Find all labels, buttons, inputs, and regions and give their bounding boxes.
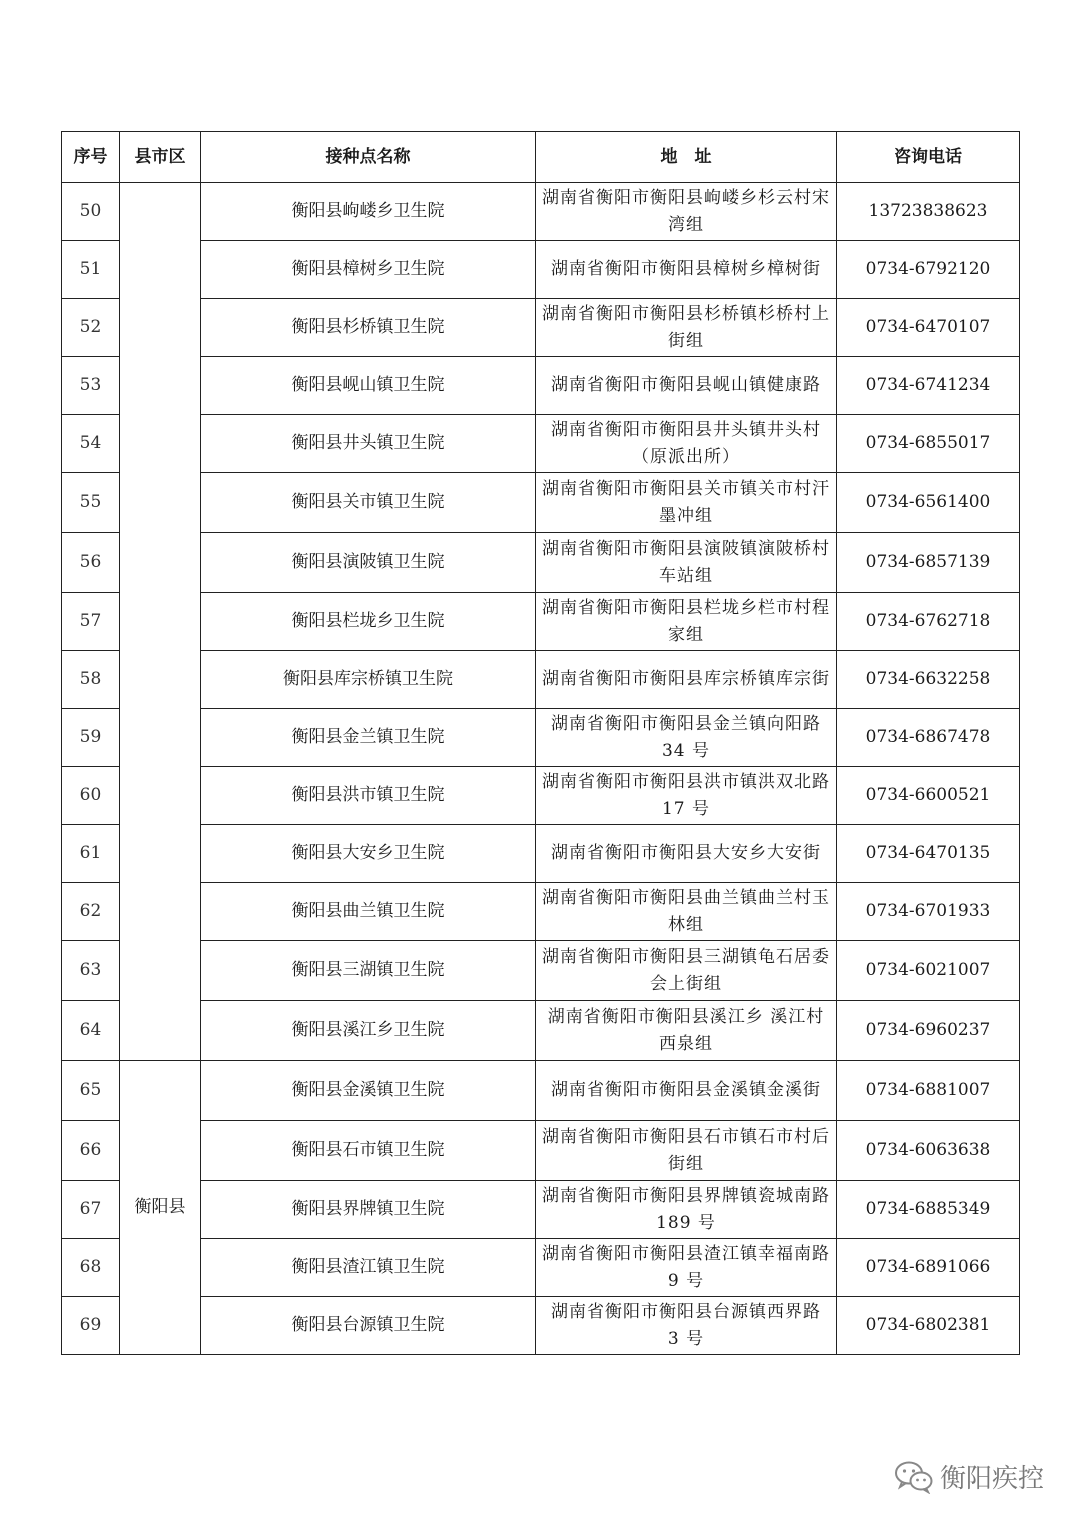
row-site-name: 衡阳县井头镇卫生院 bbox=[201, 415, 536, 473]
row-seq: 60 bbox=[62, 767, 120, 825]
row-site-name: 衡阳县演陂镇卫生院 bbox=[201, 533, 536, 593]
row-seq: 53 bbox=[62, 357, 120, 415]
row-site-name: 衡阳县金兰镇卫生院 bbox=[201, 709, 536, 767]
table-row bbox=[62, 473, 1020, 533]
row-phone: 0734-6855017 bbox=[837, 415, 1020, 473]
row-address: 湖南省衡阳市衡阳县石市镇石市村后街组 bbox=[536, 1121, 837, 1181]
table-row bbox=[62, 299, 1020, 357]
row-seq: 58 bbox=[62, 651, 120, 709]
table-row bbox=[62, 825, 1020, 883]
row-phone: 0734-6885349 bbox=[837, 1181, 1020, 1239]
row-phone: 0734-6600521 bbox=[837, 767, 1020, 825]
table-row bbox=[62, 415, 1020, 473]
row-site-name: 衡阳县界牌镇卫生院 bbox=[201, 1181, 536, 1239]
row-address: 湖南省衡阳市衡阳县大安乡大安街 bbox=[536, 825, 837, 883]
table-row bbox=[62, 883, 1020, 941]
table-row bbox=[62, 651, 1020, 709]
row-address: 湖南省衡阳市衡阳县渣江镇幸福南路 9 号 bbox=[536, 1239, 837, 1297]
row-address: 湖南省衡阳市衡阳县金兰镇向阳路 34 号 bbox=[536, 709, 837, 767]
row-seq: 52 bbox=[62, 299, 120, 357]
table-row bbox=[62, 241, 1020, 299]
table-row bbox=[62, 941, 1020, 1001]
row-address: 湖南省衡阳市衡阳县樟树乡樟树街 bbox=[536, 241, 837, 299]
row-seq: 57 bbox=[62, 593, 120, 651]
row-site-name: 衡阳县岘山镇卫生院 bbox=[201, 357, 536, 415]
row-phone: 0734-6470135 bbox=[837, 825, 1020, 883]
row-phone: 0734-6881007 bbox=[837, 1061, 1020, 1121]
row-phone: 0734-6470107 bbox=[837, 299, 1020, 357]
row-address: 湖南省衡阳市衡阳县溪江乡 溪江村西泉组 bbox=[536, 1001, 837, 1061]
row-phone: 0734-6561400 bbox=[837, 473, 1020, 533]
row-site-name: 衡阳县库宗桥镇卫生院 bbox=[201, 651, 536, 709]
row-seq: 51 bbox=[62, 241, 120, 299]
row-address: 湖南省衡阳市衡阳县岣嵝乡杉云村宋湾组 bbox=[536, 183, 837, 241]
row-seq: 61 bbox=[62, 825, 120, 883]
row-site-name: 衡阳县栏垅乡卫生院 bbox=[201, 593, 536, 651]
row-address: 湖南省衡阳市衡阳县三湖镇龟石居委会上街组 bbox=[536, 941, 837, 1001]
table-row bbox=[62, 1001, 1020, 1061]
row-phone: 0734-6063638 bbox=[837, 1121, 1020, 1181]
header-phone: 咨询电话 bbox=[837, 132, 1020, 183]
row-seq: 66 bbox=[62, 1121, 120, 1181]
row-address: 湖南省衡阳市衡阳县台源镇西界路 3 号 bbox=[536, 1297, 837, 1355]
table-row bbox=[62, 593, 1020, 651]
table-body bbox=[62, 183, 1020, 1355]
county-cell-blank bbox=[120, 183, 201, 1061]
table-row bbox=[62, 357, 1020, 415]
table-row bbox=[62, 183, 1020, 241]
row-site-name: 衡阳县岣嵝乡卫生院 bbox=[201, 183, 536, 241]
row-seq: 59 bbox=[62, 709, 120, 767]
row-site-name: 衡阳县台源镇卫生院 bbox=[201, 1297, 536, 1355]
row-site-name: 衡阳县石市镇卫生院 bbox=[201, 1121, 536, 1181]
table-row bbox=[62, 533, 1020, 593]
row-seq: 56 bbox=[62, 533, 120, 593]
row-address: 湖南省衡阳市衡阳县库宗桥镇库宗街 bbox=[536, 651, 837, 709]
row-phone: 13723838623 bbox=[837, 183, 1020, 241]
row-address: 湖南省衡阳市衡阳县界牌镇瓷城南路 189 号 bbox=[536, 1181, 837, 1239]
row-address: 湖南省衡阳市衡阳县杉桥镇杉桥村上街组 bbox=[536, 299, 837, 357]
row-site-name: 衡阳县曲兰镇卫生院 bbox=[201, 883, 536, 941]
row-seq: 55 bbox=[62, 473, 120, 533]
row-site-name: 衡阳县洪市镇卫生院 bbox=[201, 767, 536, 825]
row-address: 湖南省衡阳市衡阳县岘山镇健康路 bbox=[536, 357, 837, 415]
header-address: 地 址 bbox=[536, 132, 837, 183]
row-phone: 0734-6741234 bbox=[837, 357, 1020, 415]
table-row bbox=[62, 1181, 1020, 1239]
row-phone: 0734-6857139 bbox=[837, 533, 1020, 593]
county-cell: 衡阳县 bbox=[120, 1061, 201, 1355]
row-site-name: 衡阳县金溪镇卫生院 bbox=[201, 1061, 536, 1121]
row-phone: 0734-6632258 bbox=[837, 651, 1020, 709]
row-seq: 65 bbox=[62, 1061, 120, 1121]
row-phone: 0734-6021007 bbox=[837, 941, 1020, 1001]
row-seq: 63 bbox=[62, 941, 120, 1001]
row-site-name: 衡阳县大安乡卫生院 bbox=[201, 825, 536, 883]
table-row bbox=[62, 1239, 1020, 1297]
table-row bbox=[62, 1297, 1020, 1355]
row-phone: 0734-6960237 bbox=[837, 1001, 1020, 1061]
table-row bbox=[62, 1121, 1020, 1181]
row-phone: 0734-6867478 bbox=[837, 709, 1020, 767]
row-address: 湖南省衡阳市衡阳县洪市镇洪双北路 17 号 bbox=[536, 767, 837, 825]
row-site-name: 衡阳县关市镇卫生院 bbox=[201, 473, 536, 533]
row-address: 湖南省衡阳市衡阳县栏垅乡栏市村程家组 bbox=[536, 593, 837, 651]
watermark bbox=[894, 1458, 1044, 1495]
table-row bbox=[62, 1061, 1020, 1121]
watermark-text: 衡阳疾控 bbox=[939, 1464, 1044, 1494]
row-phone: 0734-6891066 bbox=[837, 1239, 1020, 1297]
table-row bbox=[62, 709, 1020, 767]
row-site-name: 衡阳县三湖镇卫生院 bbox=[201, 941, 536, 1001]
row-address: 湖南省衡阳市衡阳县井头镇井头村（原派出所） bbox=[536, 415, 837, 473]
row-address: 湖南省衡阳市衡阳县金溪镇金溪街 bbox=[536, 1061, 837, 1121]
row-phone: 0734-6802381 bbox=[837, 1297, 1020, 1355]
table-header-row bbox=[62, 132, 1020, 183]
row-seq: 50 bbox=[62, 183, 120, 241]
header-site-name: 接种点名称 bbox=[201, 132, 536, 183]
row-seq: 68 bbox=[62, 1239, 120, 1297]
row-phone: 0734-6701933 bbox=[837, 883, 1020, 941]
row-seq: 67 bbox=[62, 1181, 120, 1239]
row-site-name: 衡阳县樟树乡卫生院 bbox=[201, 241, 536, 299]
row-site-name: 衡阳县杉桥镇卫生院 bbox=[201, 299, 536, 357]
row-seq: 64 bbox=[62, 1001, 120, 1061]
row-address: 湖南省衡阳市衡阳县曲兰镇曲兰村玉林组 bbox=[536, 883, 837, 941]
row-phone: 0734-6792120 bbox=[837, 241, 1020, 299]
header-county: 县市区 bbox=[120, 132, 201, 183]
row-seq: 54 bbox=[62, 415, 120, 473]
row-address: 湖南省衡阳市衡阳县演陂镇演陂桥村车站组 bbox=[536, 533, 837, 593]
row-seq: 62 bbox=[62, 883, 120, 941]
row-phone: 0734-6762718 bbox=[837, 593, 1020, 651]
vaccination-site-table bbox=[61, 131, 1020, 1355]
row-site-name: 衡阳县溪江乡卫生院 bbox=[201, 1001, 536, 1061]
row-site-name: 衡阳县渣江镇卫生院 bbox=[201, 1239, 536, 1297]
row-address: 湖南省衡阳市衡阳县关市镇关市村汗墨冲组 bbox=[536, 473, 837, 533]
table-row bbox=[62, 767, 1020, 825]
wechat-icon bbox=[894, 1460, 934, 1494]
row-seq: 69 bbox=[62, 1297, 120, 1355]
header-seq: 序号 bbox=[62, 132, 120, 183]
